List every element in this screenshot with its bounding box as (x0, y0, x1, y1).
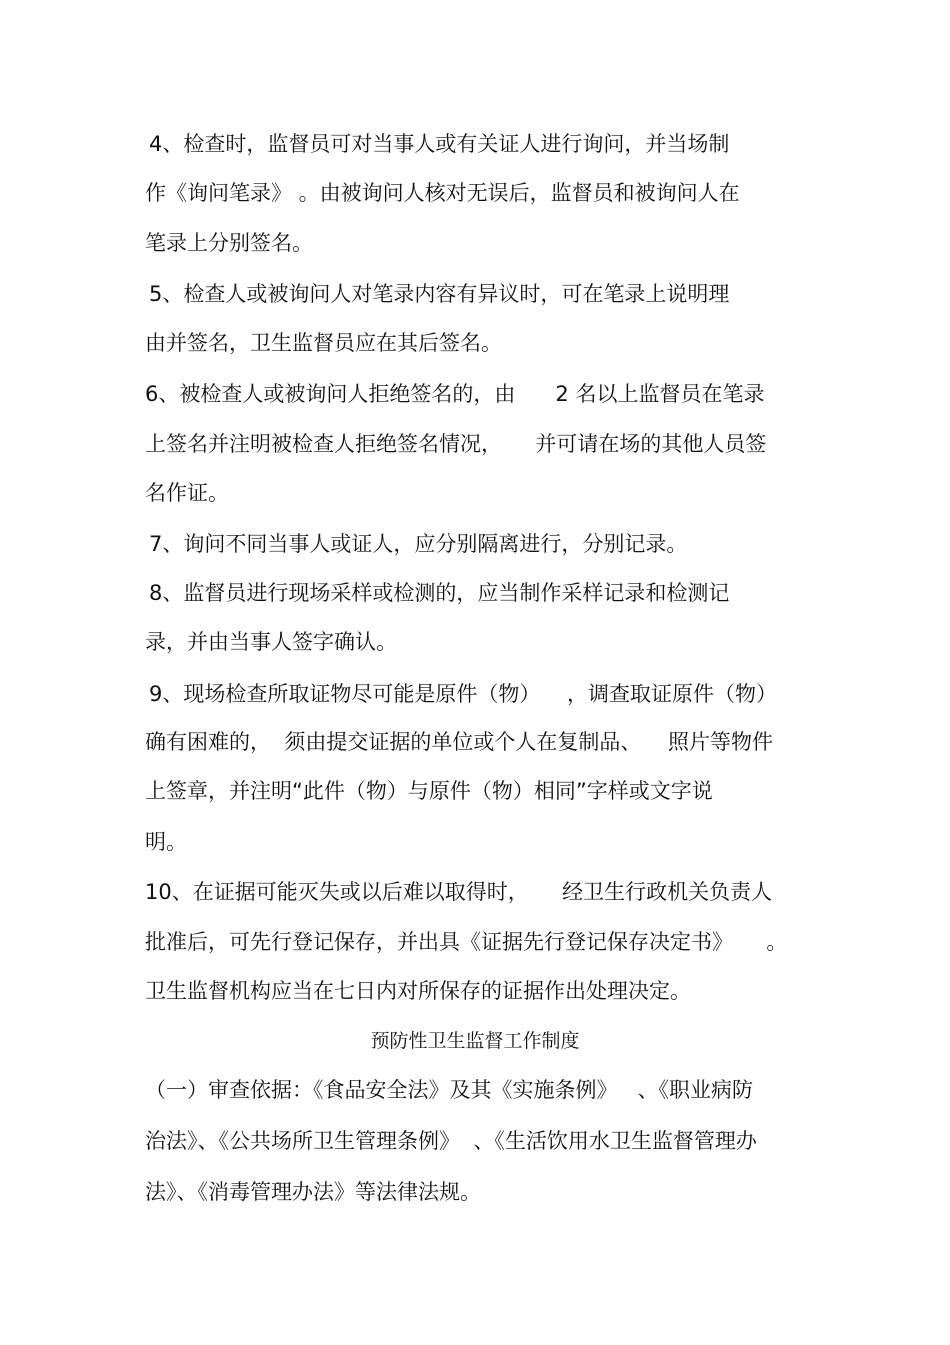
paragraph-line: 作《询问笔录》 。由被询问人核对无误后，监督员和被询问人在 (145, 181, 740, 205)
paragraph-line: 上签名并注明被检查人拒绝签名情况， 并可请在场的其他人员签 (145, 432, 767, 456)
paragraph-line: 名作证。 (145, 481, 229, 505)
paragraph-line: 9、现场检查所取证物尽可能是原件（物） ，调查取证原件（物） (149, 682, 778, 706)
paragraph-line: 法》、《消毒管理办法》等法律法规。 (145, 1180, 481, 1204)
paragraph-line: （一）审查依据：《食品安全法》及其《实施条例》 、《职业病防 (145, 1078, 754, 1102)
paragraph-line: 批准后，可先行登记保存，并出具《证据先行登记保存决定书》 。 (145, 930, 788, 954)
paragraph-line: 卫生监督机构应当在七日内对所保存的证据作出处理决定。 (145, 979, 691, 1003)
paragraph-line: 8、监督员进行现场采样或检测的，应当制作采样记录和检测记 (149, 581, 730, 605)
paragraph-line: 录，并由当事人签字确认。 (145, 630, 397, 654)
paragraph-line: 10、在证据可能灭失或以后难以取得时， 经卫生行政机关负责人 (145, 880, 773, 904)
paragraph-line: 笔录上分别签名。 (145, 231, 313, 255)
paragraph-line: 7、询问不同当事人或证人，应分别隔离进行，分别记录。 (149, 532, 688, 556)
paragraph-line: 6、被检查人或被询问人拒绝签名的，由 2 名以上监督员在笔录 (145, 382, 765, 406)
paragraph-line: 明。 (145, 830, 187, 854)
paragraph-line: 治法》、《公共场所卫生管理条例》 、《生活饮用水卫生监督管理办 (145, 1129, 757, 1153)
paragraph-line: 5、检查人或被询问人对笔录内容有异议时，可在笔录上说明理 (149, 282, 730, 306)
paragraph-line: 上签章，并注明“此件（物）与原件（物）相同”字样或文字说 (145, 779, 713, 803)
paragraph-line: 确有困难的， 须由提交证据的单位或个人在复制品、 照片等物件 (145, 730, 774, 754)
paragraph-line: 4、检查时，监督员可对当事人或有关证人进行询问，并当场制 (149, 132, 730, 156)
section-title: 预防性卫生监督工作制度 (370, 1030, 580, 1052)
paragraph-line: 由并签名，卫生监督员应在其后签名。 (145, 331, 502, 355)
